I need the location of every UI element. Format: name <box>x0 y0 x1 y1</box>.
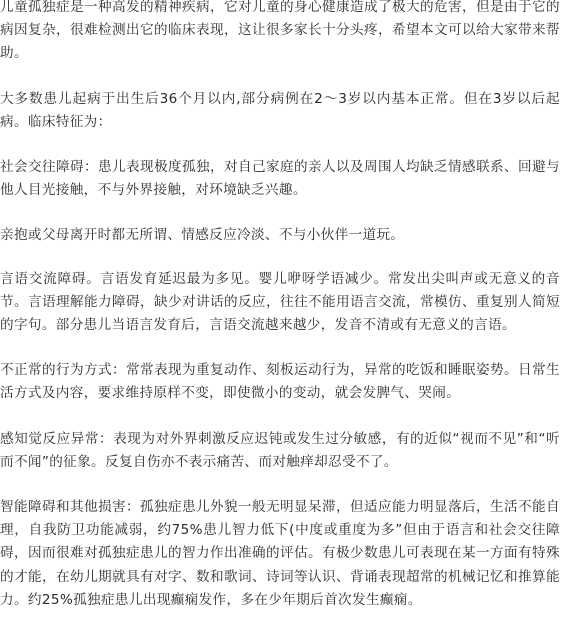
paragraph-social-impairment: 社会交往障碍：患儿表现极度孤独，对自己家庭的亲人以及周围人均缺乏情感联系、回避与他人目光接触，不与外界接触，对环境缺乏兴趣。 <box>0 159 560 199</box>
paragraph-onset: 大多数患儿起病于出生后36个月以内,部分病例在2～3岁以内基本正常。但在3岁以后起病。临床特征为： <box>0 90 560 130</box>
paragraph-abnormal-behavior: 不正常的行为方式：常常表现为重复动作、刻板运动行为，异常的吃饭和睡眠姿势。日常生活方式及内容，要求维持原样不变，即使微小的变动，就会发脾气、哭闹。 <box>0 362 560 402</box>
paragraph-intellectual-impairment: 智能障碍和其他损害：孤独症患儿外貌一般无明显呆滞，但适应能力明显落后，生活不能自理，自我防卫功能减弱，约75%患儿智力低下(中度或重度为多”但由于语言和社会交往障碍，因而很难对孤独症患儿的智力作出准确的评估。有极少数患儿可表现在某一方面有特殊的才能，在幼儿期就具有对字、数和歌词、诗词等认识、背诵表现超常的机械记忆和推算能力。约25%孤独症患儿出现癫痫发作，多在少年期后首次发生癫痫。 <box>0 499 560 608</box>
paragraph-perception-abnormality: 感知觉反应异常：表现为对外界刺激反应迟钝或发生过分敏感，有的近似“视而不见”和“听而不闻”的征象。反复自伤亦不表示痛苦、而对触痒却忍受不了。 <box>0 430 560 470</box>
paragraph-intro: 儿童孤独症是一种高发的精神疾病，它对儿童的身心健康造成了极大的危害，但是由于它的病因复杂，很难检测出它的临床表现，这让很多家长十分头疼，希望本文可以给大家带来帮助。 <box>0 0 560 62</box>
paragraph-emotional-response: 亲抱或父母离开时都无所谓、情感反应冷淡、不与小伙伴一道玩。 <box>0 227 405 244</box>
paragraph-language-impairment: 言语交流障碍。言语发育延迟最为多见。婴儿咿呀学语减少。常发出尖叫声或无意义的音节。言语理解能力障碍，缺少对讲话的反应，往往不能用语言交流，常模仿、重复别人简短的字句。部分患儿当语言发育后，言语交流越来越少，发音不清或有无意义的言语。 <box>0 270 560 334</box>
